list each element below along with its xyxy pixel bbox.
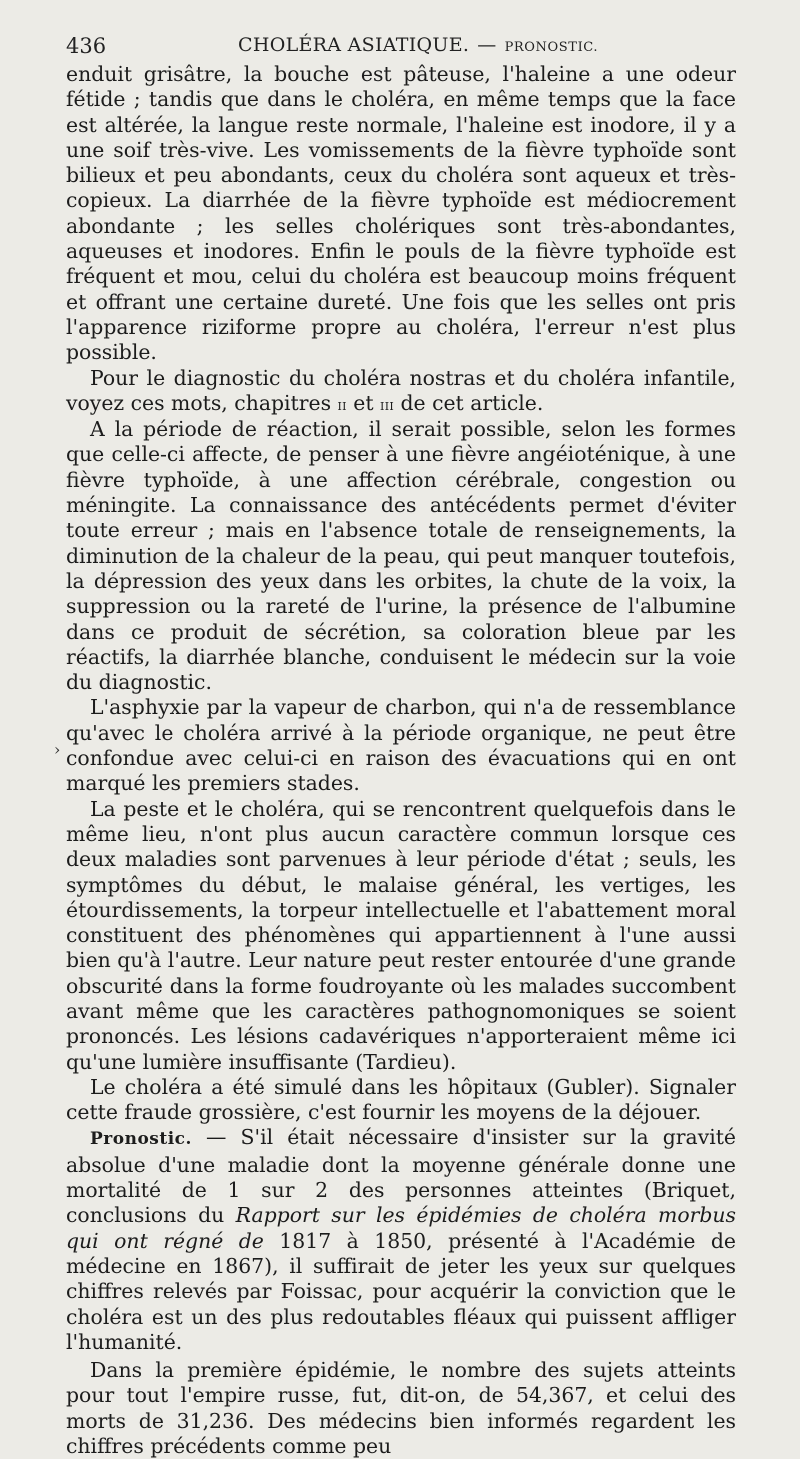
paragraph-2-mid: et bbox=[346, 390, 381, 415]
paragraph-5: La peste et le choléra, qui se rencontrent quelquefois dans le même lieu, n'ont plus aucun caractère commun lorsque ces deux maladies sont parvenues à leur période d'état ; seuls, les symptômes du début, le malaise général, les vertiges, les étourdissements, la torpeur intellectuelle et l'abattement moral constituent des phénomènes qui appartiennent à l'une aussi bien qu'à l'autre. Leur nature peut rester entourée d'une grande obscurité dans la forme foudroyante où les malades succombent avant même que les caractères pathognomoniques se soient prononcés. Les lésions cadavériques n'apporteraient même ici qu'une lumière insuffisante (Tardieu). bbox=[66, 796, 736, 1074]
chapter-numeral-3: iii bbox=[380, 394, 394, 414]
paragraph-7-text-b: 1817 à 1850, présenté à l'Académie de médecine en 1867), il suffirait de jeter les yeux sur quelques chiffres relevés par Foissac, pour acquérir la conviction que le choléra est un des plus redoutables fléaux qui puissent affliger l'humanité. bbox=[66, 1228, 736, 1354]
paragraph-8: Dans la première épidémie, le nombre des sujets atteints pour tout l'empire russe, fut, dit-on, de 54,367, et celui des morts de 31,236. Des médecins bien informés regardent les chiffres précédents comme peu bbox=[66, 1358, 736, 1459]
paragraph-4: L'asphyxie par la vapeur de charbon, qui n'a de ressemblance qu'avec le choléra arrivé à la période organique, ne peut être confondue avec celui-ci en raison des évacuations qui en ont marqué les premiers stades. bbox=[66, 695, 736, 796]
chapter-numeral-2: ii bbox=[337, 394, 347, 414]
paragraph-2-start: Pour le diagnostic du choléra nostras et du choléra infantile, voyez ces mots, chapitres bbox=[66, 365, 736, 415]
paragraph-7-title-italic: Rapport sur les épidémies de choléra morbus qui ont régné de bbox=[66, 1203, 736, 1253]
paragraph-7-text-a: — S'il était nécessaire d'insister sur la gravité absolue d'une maladie dont la moyenne générale donne une mortalité de 1 sur 2 des personnes atteintes (Briquet, conclusions du bbox=[66, 1125, 736, 1228]
body-text bbox=[66, 62, 736, 1459]
page-header bbox=[66, 28, 736, 62]
paragraph-2-end: de cet article. bbox=[393, 390, 544, 415]
running-head-title: CHOLÉRA ASIATIQUE. bbox=[238, 34, 470, 56]
section-heading-pronostic: Pronostic. bbox=[90, 1129, 192, 1150]
running-head bbox=[238, 34, 598, 56]
margin-mark: › bbox=[54, 740, 61, 759]
page-number: 436 bbox=[66, 34, 107, 58]
running-head-section: PRONOSTIC. bbox=[504, 40, 599, 55]
paragraph-1: enduit grisâtre, la bouche est pâteuse, l'haleine a une odeur fétide ; tandis que dans le choléra, en même temps que la face est altérée, la langue reste normale, l'haleine est inodore, il y a une soif très-vive. Les vomissements de la fièvre typhoïde sont bilieux et peu abondants, ceux du choléra sont aqueux et très-copieux. La diarrhée de la fièvre typhoïde est médiocrement abondante ; les selles cholériques sont très-abondantes, aqueuses et inodores. Enfin le pouls de la fièvre typhoïde est fréquent et mou, celui du choléra est beaucoup moins fréquent et offrant une certaine dureté. Une fois que les selles ont pris l'apparence riziforme propre au choléra, l'erreur n'est plus possible. bbox=[66, 62, 736, 365]
paragraph-6: Le choléra a été simulé dans les hôpitaux (Gubler). Signaler cette fraude grossière, c'est fournir les moyens de la déjouer. bbox=[66, 1074, 736, 1125]
paragraph-7 bbox=[66, 1125, 736, 1355]
running-head-separator: — bbox=[477, 34, 497, 56]
paragraph-2 bbox=[66, 366, 736, 418]
paragraph-3: A la période de réaction, il serait possible, selon les formes que celle-ci affecte, de penser à une fièvre angéioténique, à une fièvre typhoïde, à une affection cérébrale, congestion ou méningite. La connaissance des antécédents permet d'éviter toute erreur ; mais en l'absence totale de renseignements, la diminution de la chaleur de la peau, qui peut manquer toutefois, la dépression des yeux dans les orbites, la chute de la voix, la suppression ou la rareté de l'urine, la présence de l'albumine dans ce produit de sécrétion, sa coloration bleue par les réactifs, la diarrhée blanche, conduisent le médecin sur la voie du diagnostic. bbox=[66, 417, 736, 695]
